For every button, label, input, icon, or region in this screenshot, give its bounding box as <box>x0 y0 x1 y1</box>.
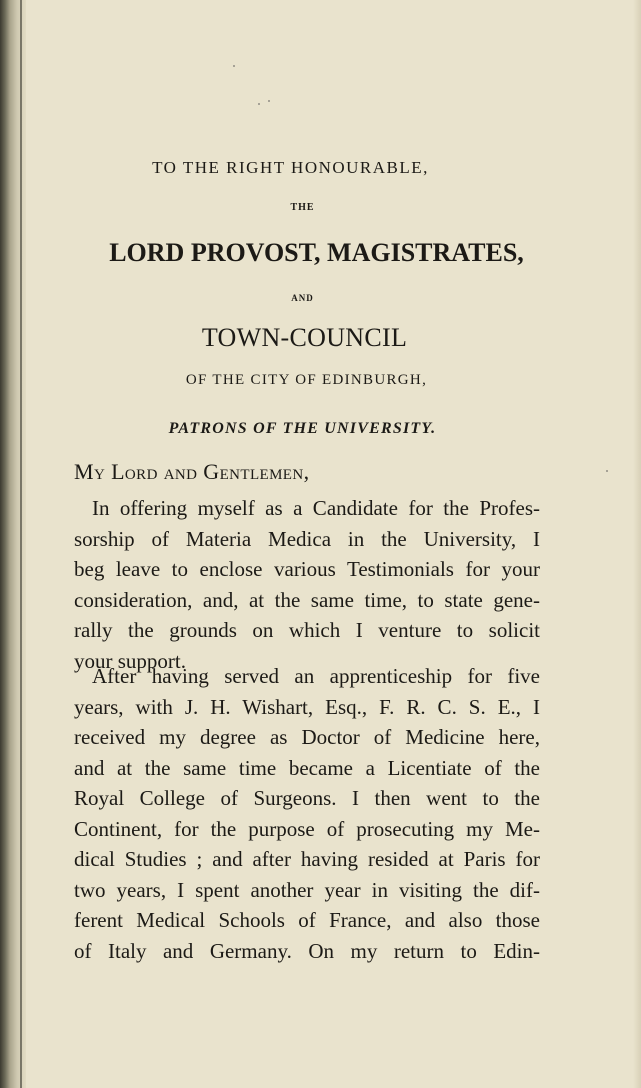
paragraph-2-line: dical Studies ; and after having resided at Paris for <box>74 847 540 871</box>
paragraph-2-line: years, with J. H. Wishart, Esq., F. R. C. S. E., I <box>74 694 540 719</box>
paper-speck <box>268 100 270 102</box>
paper-speck <box>606 470 608 472</box>
paragraph-2-line: ferent Medical Schools of France, and also those <box>74 908 540 932</box>
paragraph-1-line: rally the grounds on which I venture to solicit <box>74 618 540 642</box>
paragraph-2-line: of Italy and Germany. On my return to Edin- <box>74 938 540 963</box>
dedication-the: THE <box>290 202 315 213</box>
dedication-line-4: OF THE CITY OF EDINBURGH, <box>185 372 428 388</box>
paragraph-1 <box>74 493 540 676</box>
paper-speck <box>258 103 260 105</box>
paragraph-2-line: Continent, for the purpose of prosecuting my Me- <box>74 816 540 841</box>
paragraph-1-line: sorship of Materia Medica in the University, I <box>74 526 540 551</box>
paragraph-2-line: and at the same time became a Licentiate of the <box>74 755 540 780</box>
paragraph-1-line: In offering myself as a Candidate for the Profes- <box>92 496 540 520</box>
dedication-patrons: PATRONS OF THE UNIVERSITY. <box>168 420 437 437</box>
paragraph-2-line: After having served an apprenticeship for five <box>92 664 540 688</box>
paper-speck <box>233 65 235 67</box>
paragraph-1-line: consideration, and, at the same time, to state gene- <box>74 587 540 612</box>
paragraph-2-line: Royal College of Surgeons. I then went to the <box>74 786 540 810</box>
paragraph-2 <box>74 661 540 966</box>
paragraph-1-line: your support. <box>74 648 186 673</box>
dedication-line-1: TO THE RIGHT HONOURABLE, <box>152 158 429 177</box>
dedication-line-3: TOWN-COUNCIL <box>201 323 408 352</box>
paragraph-2-line: received my degree as Doctor of Medicine here, <box>74 725 540 749</box>
dedication-line-2: LORD PROVOST, MAGISTRATES, <box>109 238 524 267</box>
paragraph-1-line: beg leave to enclose various Testimonials for your <box>74 557 540 581</box>
salutation: My Lord and Gentlemen, <box>74 459 310 484</box>
paragraph-2-line: two years, I spent another year in visiting the dif- <box>74 877 540 902</box>
dedication-and: AND <box>291 293 314 303</box>
